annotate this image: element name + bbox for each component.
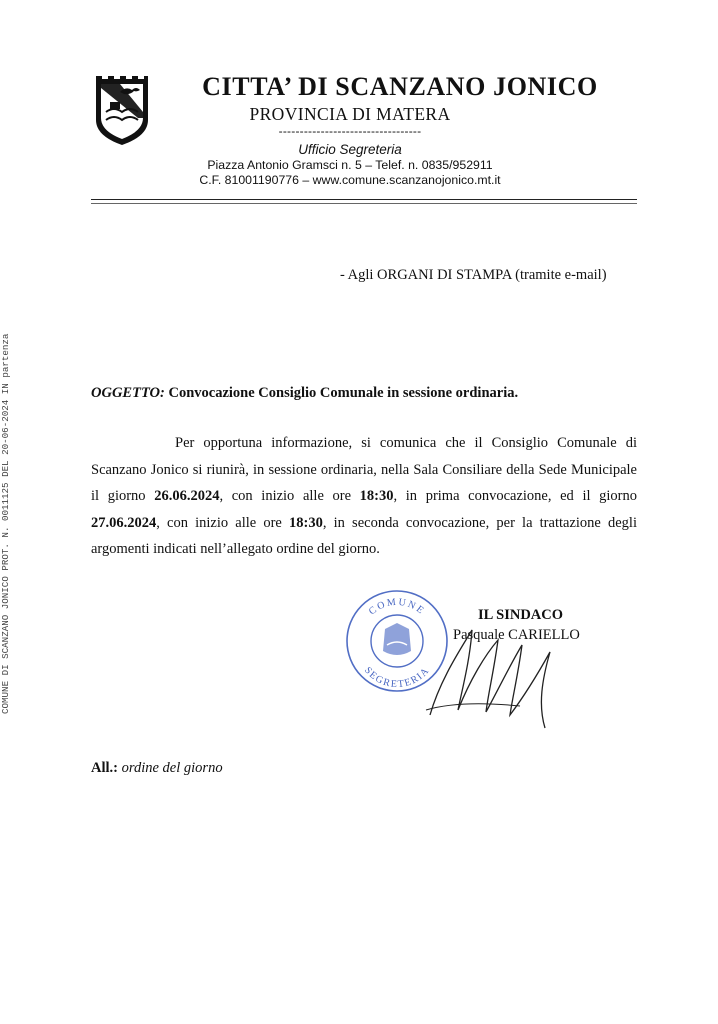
subject-label: OGGETTO: xyxy=(91,385,165,401)
office-address: Piazza Antonio Gramsci n. 5 – Telef. n. 0835/952911 xyxy=(207,158,493,172)
body-segment: , con inizio alle ore xyxy=(219,488,360,504)
recipient-line: - Agli ORGANI DI STAMPA (tramite e-mail) xyxy=(340,267,607,283)
meeting-date-second: 27.06.2024 xyxy=(91,514,157,531)
header-separator: ---------------------------------- xyxy=(278,124,422,138)
office-name: Ufficio Segreteria xyxy=(298,142,402,157)
body-segment: Per opportuna informazione, si comunica che il Consiglio Comunale di Scanzano Jonico si riunirà, in sessione ordinaria, nella Sala Consiliare della Sede Municipale il giorno xyxy=(91,435,637,504)
municipality-title: CITTA’ DI SCANZANO JONICO xyxy=(202,72,598,101)
province-name: PROVINCIA DI MATERA xyxy=(249,104,451,124)
attachment-line xyxy=(91,760,223,777)
signatory-title: IL SINDACO xyxy=(478,607,564,623)
header-rule-thick xyxy=(91,199,637,200)
attachment-label: All.: xyxy=(91,760,118,776)
meeting-time-first: 18:30 xyxy=(359,488,394,504)
fiscal-code-website: C.F. 81001190776 – www.comune.scanzanojonico.mt.it xyxy=(199,173,501,187)
protocol-stamp: COMUNE DI SCANZANO JONICO PROT. N. 0011125 DEL 20-06-2024 IN partenza xyxy=(0,333,11,714)
body-segment: , in prima convocazione, ed il giorno xyxy=(393,488,637,504)
body-segment: , in seconda convocazione, per la trattazione degli argomenti indicati nell’allegato ordine del giorno. xyxy=(91,514,637,557)
subject-text: Convocazione Consiglio Comunale in sessione ordinaria. xyxy=(168,385,519,401)
seal-text-top: COMUNE xyxy=(366,596,428,618)
seal-text-bottom: SEGRETERIA xyxy=(361,664,433,691)
handwritten-signature xyxy=(400,610,580,740)
attachment-text: ordine del giorno xyxy=(121,760,223,776)
body-segment: , con inizio alle ore xyxy=(156,514,290,531)
header-rule-thin xyxy=(91,203,637,204)
municipal-crest-icon xyxy=(92,68,152,146)
meeting-time-second: 18:30 xyxy=(289,514,323,531)
meeting-date-first: 26.06.2024 xyxy=(154,488,220,504)
body-paragraph xyxy=(91,430,637,563)
subject-line xyxy=(91,385,518,402)
signatory-name: Pasquale CARIELLO xyxy=(453,627,580,643)
body-text xyxy=(91,430,637,563)
